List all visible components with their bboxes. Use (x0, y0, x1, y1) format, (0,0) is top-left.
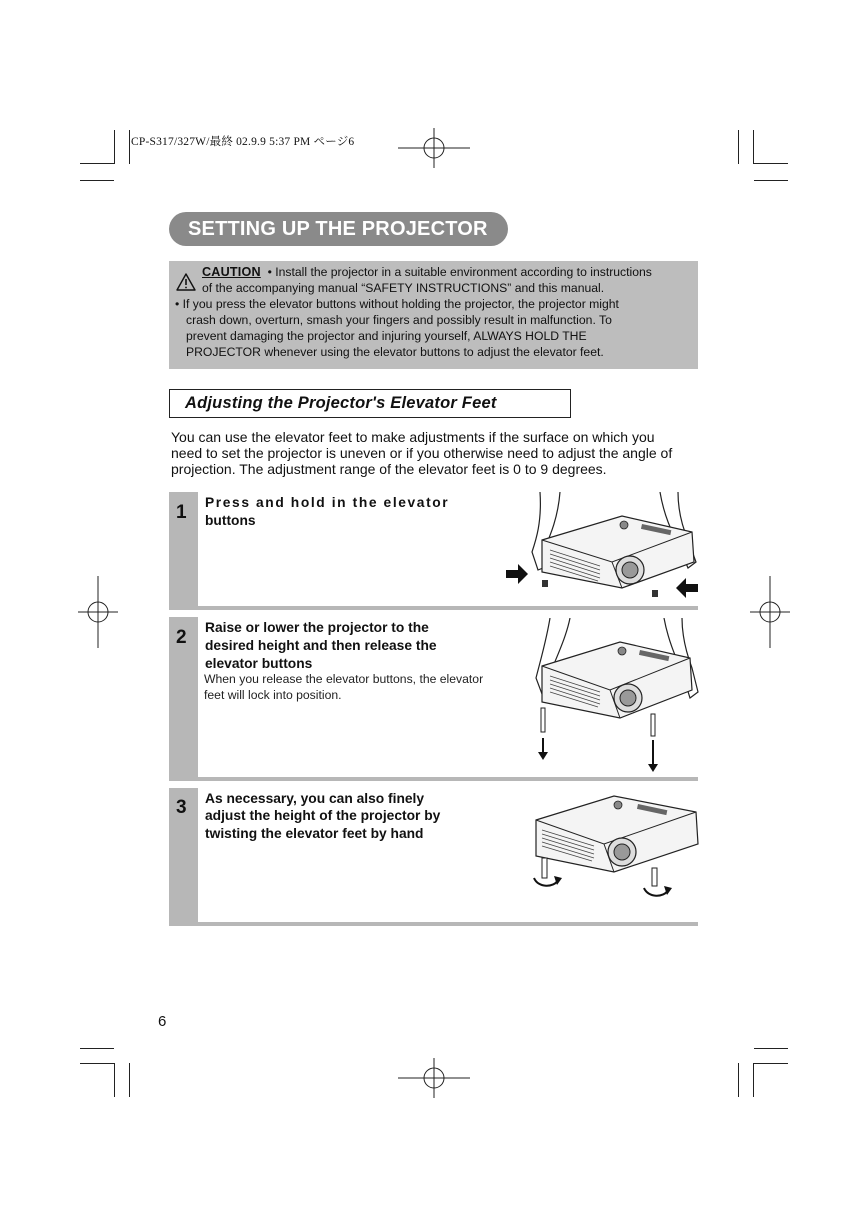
crop-mark (754, 180, 788, 181)
step-title: Press and hold in the elevator (205, 495, 450, 510)
step-title: desired height and then release the (205, 638, 437, 653)
crop-mark (754, 1048, 788, 1049)
caution-box (169, 261, 698, 369)
section-heading-box (169, 389, 571, 418)
warning-triangle-icon (176, 273, 196, 291)
step-title: buttons (205, 513, 256, 528)
crop-mark (80, 1063, 114, 1064)
caution-line: prevent damaging the projector and injuring yourself, ALWAYS HOLD THE (186, 329, 587, 343)
registration-mark-bottom (398, 1058, 470, 1098)
print-header: CP-S317/327W/最終 02.9.9 5:37 PM ページ6 (131, 136, 355, 148)
caution-text: • Install the projector in a suitable environment according to instructions (267, 265, 652, 279)
page-title-banner (169, 212, 508, 246)
registration-mark-left (78, 576, 118, 648)
crop-mark (80, 1048, 114, 1049)
caution-line (202, 264, 652, 280)
crop-mark (114, 1063, 115, 1097)
crop-mark (129, 130, 130, 164)
intro-line: need to set the projector is uneven or if you otherwise need to adjust the angle of (171, 445, 673, 461)
step-note: When you release the elevator buttons, the elevator (204, 672, 484, 686)
projector-raise-illustration (514, 618, 702, 778)
caution-line: of the accompanying manual “SAFETY INSTRUCTIONS” and this manual. (202, 281, 605, 295)
crop-mark (114, 130, 115, 164)
caution-line: • If you press the elevator buttons without holding the projector, the projector might (175, 297, 619, 311)
crop-mark (129, 1063, 130, 1097)
projector-twist-feet-illustration (526, 790, 702, 908)
step-title: adjust the height of the projector by (205, 808, 441, 823)
step-title: As necessary, you can also finely (205, 791, 425, 806)
step-number: 1 (176, 502, 187, 523)
caution-line: PROJECTOR whenever using the elevator buttons to adjust the elevator feet. (186, 345, 604, 359)
step-title: twisting the elevator feet by hand (205, 826, 424, 841)
step-title: elevator buttons (205, 656, 313, 671)
crop-mark (754, 1063, 788, 1064)
step-divider (169, 606, 698, 610)
page-number: 6 (158, 1013, 167, 1030)
projector-press-buttons-illustration (502, 492, 702, 604)
intro-line: projection. The adjustment range of the elevator feet is 0 to 9 degrees. (171, 461, 607, 477)
step-note: feet will lock into position. (204, 688, 342, 702)
registration-mark-right (750, 576, 790, 648)
crop-mark (738, 1063, 739, 1097)
caution-line: crash down, overturn, smash your fingers and possibly result in malfunction. To (186, 313, 612, 327)
crop-mark (738, 130, 739, 164)
step-title: Raise or lower the projector to the (205, 620, 429, 635)
registration-mark-top (398, 128, 470, 168)
intro-line: You can use the elevator feet to make adjustments if the surface on which you (171, 429, 655, 445)
crop-mark (753, 1063, 754, 1097)
page-title: SETTING UP THE PROJECTOR (188, 217, 488, 240)
step-number: 3 (176, 797, 187, 818)
crop-mark (754, 163, 788, 164)
step-number: 2 (176, 627, 187, 648)
section-heading: Adjusting the Projector's Elevator Feet (185, 394, 497, 412)
crop-mark (753, 130, 754, 164)
caution-label: CAUTION (202, 265, 261, 279)
crop-mark (80, 180, 114, 181)
crop-mark (80, 163, 114, 164)
step-divider (169, 922, 698, 926)
